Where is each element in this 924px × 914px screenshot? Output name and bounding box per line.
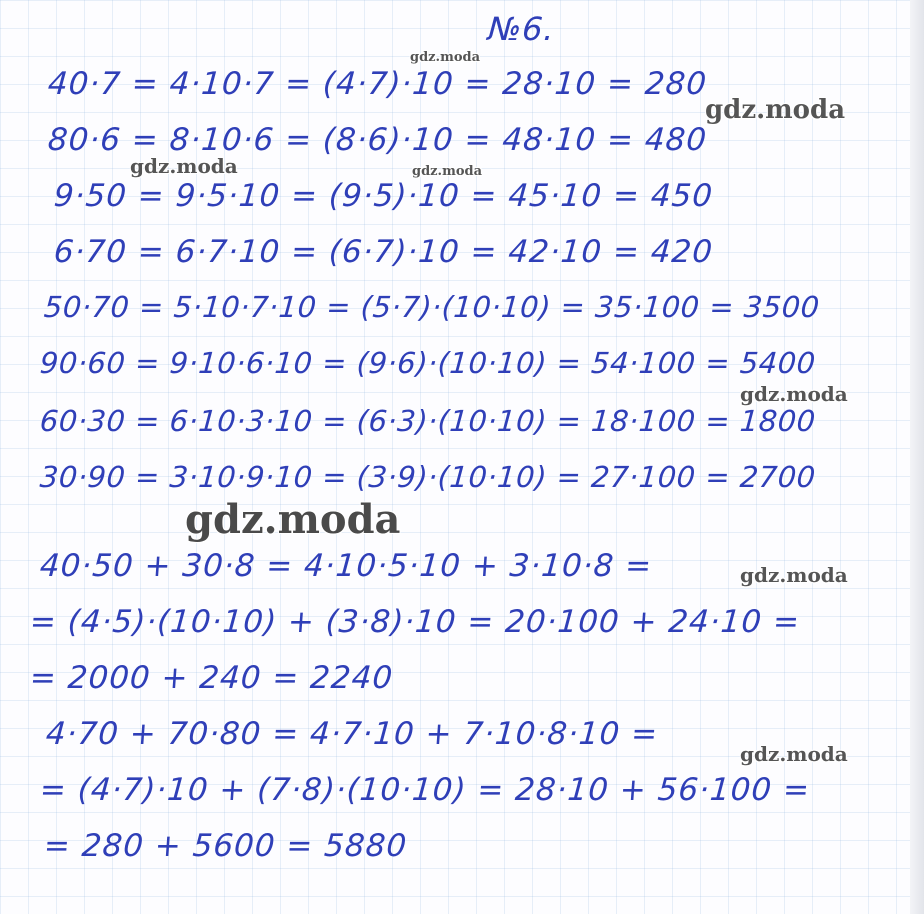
solution-line-8: 30·90 = 3·10·9·10 = (3·9)·(10·10) = 27·100 = 2700 bbox=[38, 460, 817, 494]
solution-line-10: = (4·5)·(10·10) + (3·8)·10 = 20·100 + 24·10 = bbox=[28, 604, 802, 640]
solution-line-4: 6·70 = 6·7·10 = (6·7)·10 = 42·10 = 420 bbox=[52, 234, 715, 270]
watermark: gdz.moda bbox=[740, 742, 848, 766]
watermark: gdz.moda bbox=[185, 496, 401, 543]
solution-line-1: 40·7 = 4·10·7 = (4·7)·10 = 28·10 = 280 bbox=[46, 66, 709, 102]
page-edge bbox=[910, 0, 924, 914]
solution-line-11: = 2000 + 240 = 2240 bbox=[28, 660, 395, 696]
watermark: gdz.moda bbox=[130, 154, 238, 178]
solution-line-9: 40·50 + 30·8 = 4·10·5·10 + 3·10·8 = bbox=[38, 548, 654, 584]
solution-line-3: 9·50 = 9·5·10 = (9·5)·10 = 45·10 = 450 bbox=[52, 178, 715, 214]
solution-line-6: 90·60 = 9·10·6·10 = (9·6)·(10·10) = 54·100 = 5400 bbox=[38, 346, 817, 380]
watermark: gdz.moda bbox=[740, 382, 848, 406]
solution-line-12: 4·70 + 70·80 = 4·7·10 + 7·10·8·10 = bbox=[44, 716, 660, 752]
solution-line-7: 60·30 = 6·10·3·10 = (6·3)·(10·10) = 18·100 = 1800 bbox=[38, 404, 817, 438]
watermark: gdz.moda bbox=[410, 50, 481, 65]
solution-line-14: = 280 + 5600 = 5880 bbox=[42, 828, 409, 864]
solution-line-5: 50·70 = 5·10·7·10 = (5·7)·(10·10) = 35·100 = 3500 bbox=[42, 290, 821, 324]
solution-line-13: = (4·7)·10 + (7·8)·(10·10) = 28·10 + 56·100 = bbox=[38, 772, 812, 808]
watermark: gdz.moda bbox=[740, 563, 848, 587]
watermark: gdz.moda bbox=[705, 95, 846, 125]
task-number: №6. bbox=[486, 10, 557, 48]
solution-line-2: 80·6 = 8·10·6 = (8·6)·10 = 48·10 = 480 bbox=[46, 122, 709, 158]
watermark: gdz.moda bbox=[412, 164, 483, 179]
